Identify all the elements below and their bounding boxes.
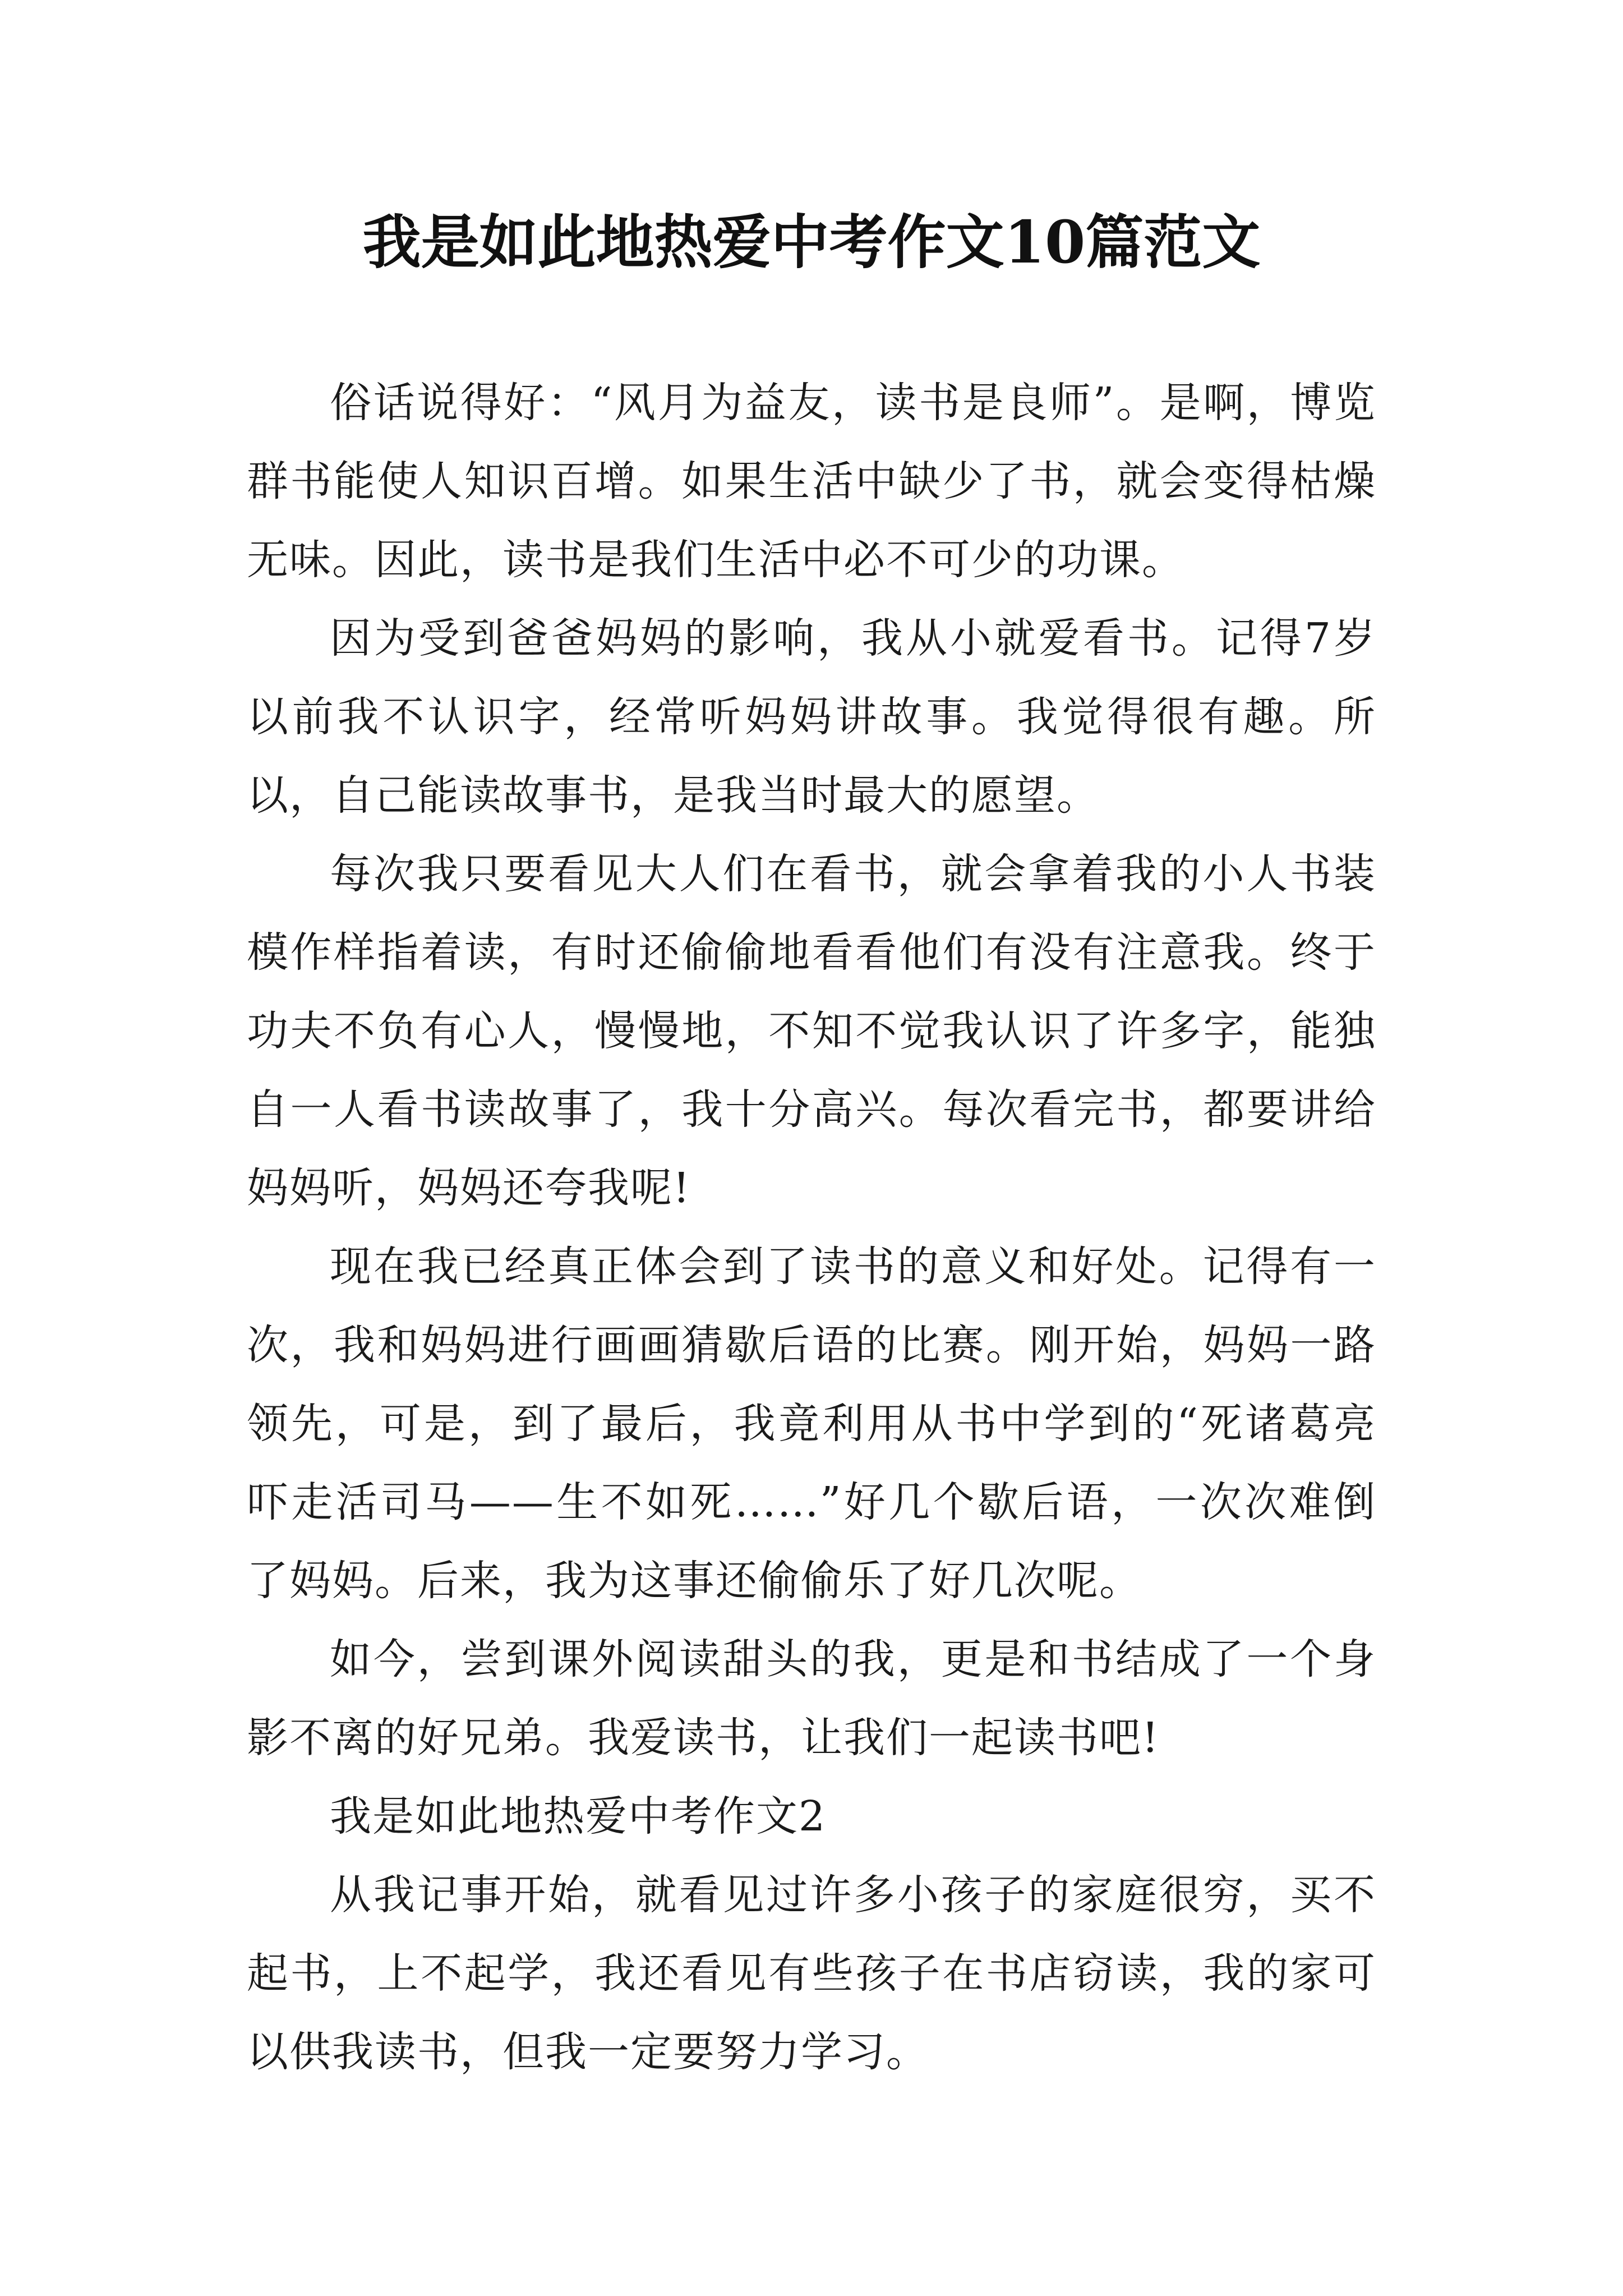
section-heading-2: 我是如此地热爱中考作文2	[330, 1792, 827, 1841]
page-title: 我是如此地热爱中考作文10篇范文	[362, 208, 1261, 277]
paragraph-4: 现在我已经真正体会到了读书的意义和好处。记得有一次，我和妈妈进行画画猜歇后语的比赛。刚开始，妈妈一路领先，可是，到了最后，我竟利用从书中学到的“死诸葛亮吓走活司马——生不如死……”好几个歇后语，一次次难倒了妈妈。后来，我为这事还偷偷乐了好几次呢。	[247, 1243, 1376, 1605]
paragraph-1: 俗话说得好：“风月为益友，读书是良师”。是啊，博览群书能使人知识百增。如果生活中缺少了书，就会变得枯燥无味。因此，读书是我们生活中必不可少的功课。	[247, 379, 1376, 584]
paragraph-2: 因为受到爸爸妈妈的影响，我从小就爱看书。记得7岁以前我不认识字，经常听妈妈讲故事。我觉得很有趣。所以，自己能读故事书，是我当时最大的愿望。	[247, 614, 1376, 820]
paragraph-6: 从我记事开始，就看见过许多小孩子的家庭很穷，买不起书，上不起学，我还看见有些孩子在书店窃读，我的家可以供我读书，但我一定要努力学习。	[247, 1871, 1376, 2076]
paragraph-3: 每次我只要看见大人们在看书，就会拿着我的小人书装模作样指着读，有时还偷偷地看看他们有没有注意我。终于功夫不负有心人，慢慢地，不知不觉我认识了许多字，能独自一人看书读故事了，我十分高兴。每次看完书，都要讲给妈妈听，妈妈还夸我呢!	[247, 850, 1376, 1212]
paragraph-5: 如今，尝到课外阅读甜头的我，更是和书结成了一个身影不离的好兄弟。我爱读书，让我们一起读书吧!	[247, 1635, 1376, 1762]
article-body	[247, 364, 1376, 2091]
